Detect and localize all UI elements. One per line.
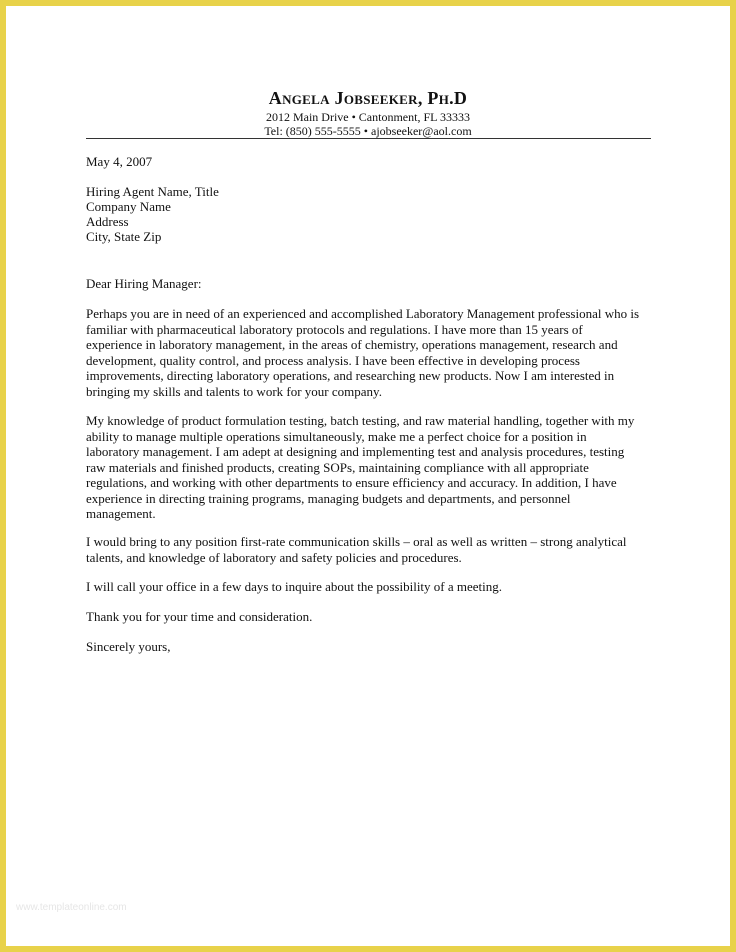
- paragraph-line: laboratory management. I am adept at designing and implementing test and analysis procedures, testing: [86, 444, 625, 459]
- paragraph-5: Thank you for your time and consideration.: [86, 609, 313, 624]
- salutation: Dear Hiring Manager:: [86, 276, 202, 291]
- paragraph-line: management.: [86, 506, 156, 521]
- paragraph-line: experience in directing training programs, managing budgets and departments, and personnel: [86, 490, 571, 506]
- recipient-line: Company Name: [86, 199, 171, 214]
- paragraph-3: [86, 534, 646, 565]
- recipient-line: City, State Zip: [86, 229, 162, 244]
- paragraph-line: regulations, and working with other departments to ensure efficiency and accuracy. In addition, I have: [86, 475, 617, 490]
- paragraph-line: My knowledge of product formulation testing, batch testing, and raw material handling, together with my: [86, 413, 635, 428]
- paragraph-line: I would bring to any position first-rate communication skills – oral as well as written – strong analytical: [86, 534, 627, 549]
- watermark: www.templateonline.com: [16, 902, 127, 913]
- letter-date: May 4, 2007: [86, 154, 153, 169]
- header-divider: [86, 138, 651, 139]
- recipient-line: Hiring Agent Name, Title: [86, 184, 219, 199]
- recipient-line: Address: [86, 214, 129, 229]
- paragraph-line: ability to manage multiple operations simultaneously, make me a perfect choice for a position in: [86, 428, 587, 444]
- paragraph-line: development, quality control, and process analysis. I have been effective in developing process: [86, 352, 580, 368]
- paragraph-line: experience in laboratory management, in the areas of chemistry, operations management, research and: [86, 337, 618, 352]
- paragraph-line: talents, and knowledge of laboratory and safety policies and procedures.: [86, 549, 462, 565]
- paragraph-line: bringing my skills and talents to work for your company.: [86, 383, 382, 399]
- paragraph-1: [86, 306, 646, 399]
- paragraph-line: Perhaps you are in need of an experienced and accomplished Laboratory Management professional who is: [86, 306, 640, 321]
- closing: Sincerely yours,: [86, 639, 171, 654]
- paragraph-line: improvements, directing laboratory operations, and researching new products. Now I am interested in: [86, 368, 615, 383]
- sender-address: 2012 Main Drive • Cantonment, FL 33333: [265, 110, 471, 124]
- sender-contact: Tel: (850) 555-5555 • ajobseeker@aol.com: [264, 124, 472, 138]
- paragraph-line: raw materials and finished products, creating SOPs, maintaining compliance with all appropriate: [86, 459, 589, 475]
- sender-name: Angela Jobseeker, Ph.D: [268, 88, 468, 108]
- paragraph-line: familiar with pharmaceutical laboratory protocols and regulations. I have more than 15 years of: [86, 321, 583, 337]
- paragraph-4: I will call your office in a few days to inquire about the possibility of a meeting.: [86, 579, 503, 594]
- paragraph-2: [86, 413, 646, 522]
